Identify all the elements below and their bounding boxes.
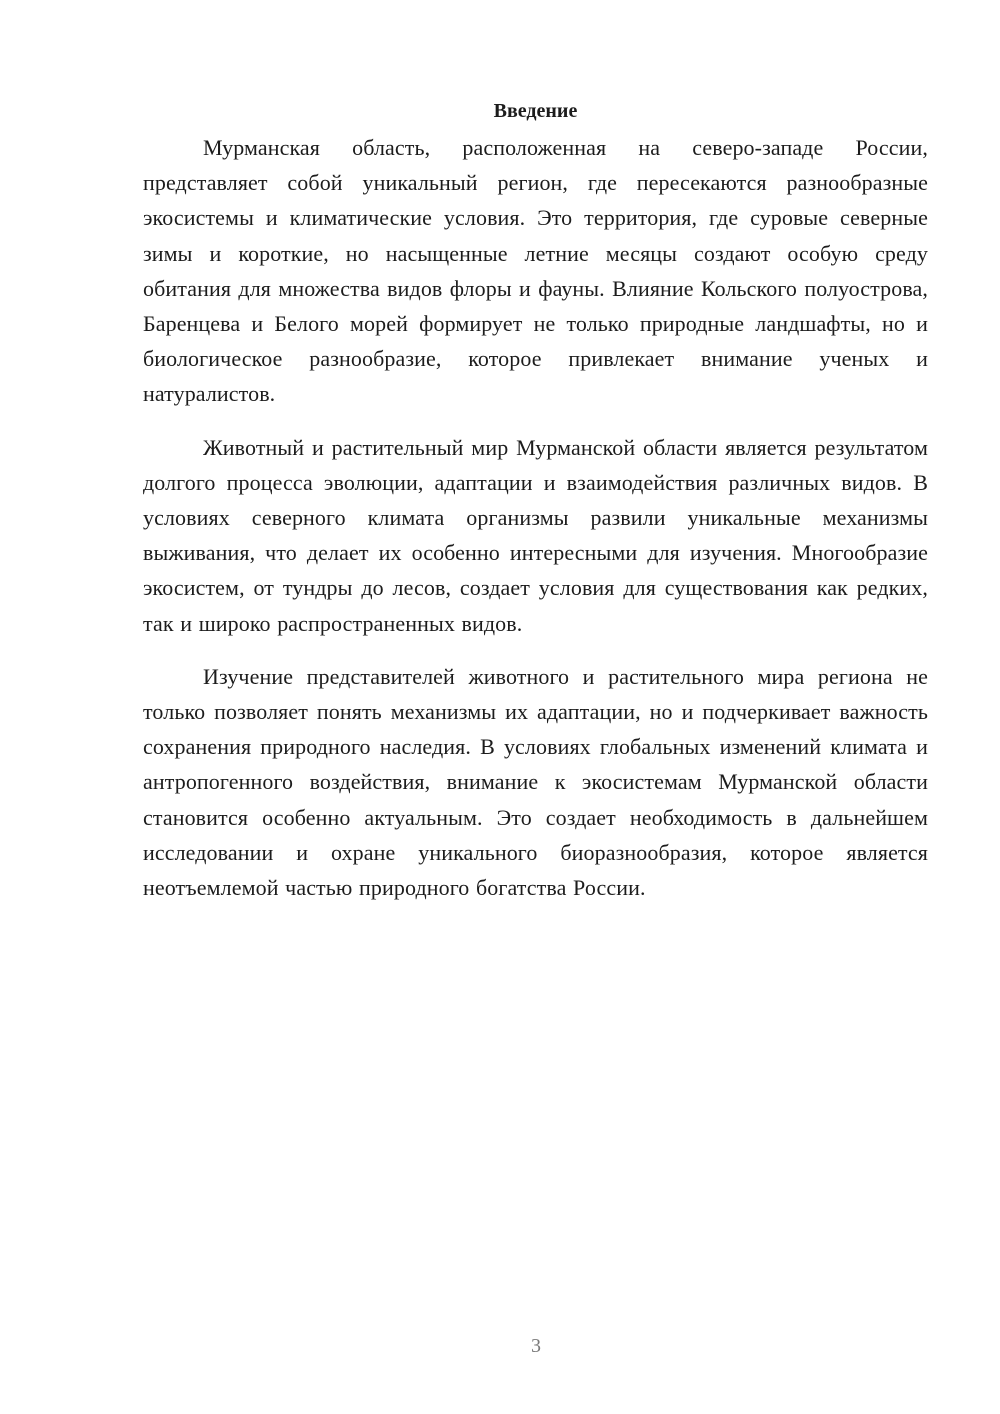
section-heading: Введение	[493, 100, 578, 122]
paragraph-3: Изучение представителей животного и растительного мира региона не только позволяет понять механизмы их адаптации, но и подчеркивает важность сохранения природного наследия. В условиях глобальных изменений климата и антропогенного воздействия, внимание к экосистемам Мурманской области становится особенно актуальным. Это создает необходимость в дальнейшем исследовании и охране уникального биоразнообразия, которое является неотъемлемой частью природного богатства России.	[143, 663, 928, 901]
page-number: 3	[531, 1335, 541, 1357]
paragraph-1: Мурманская область, расположенная на северо-западе России, представляет собой уникальный регион, где пересекаются разнообразные экосистемы и климатические условия. Это территория, где суровые северные зимы и короткие, но насыщенные летние месяцы создают особую среду обитания для множества видов флоры и фауны. Влияние Кольского полуострова, Баренцева и Белого морей формирует не только природные ландшафты, но и биологическое разнообразие, которое привлекает внимание ученых и натуралистов.	[143, 135, 928, 407]
paragraph-2: Животный и растительный мир Мурманской области является результатом долгого процесса эволюции, адаптации и взаимодействия различных видов. В условиях северного климата организмы развили уникальные механизмы выживания, что делает их особенно интересными для изучения. Многообразие экосистем, от тундры до лесов, создает условия для существования как редких, так и широко распространенных видов.	[143, 434, 928, 636]
page-content	[143, 96, 928, 923]
